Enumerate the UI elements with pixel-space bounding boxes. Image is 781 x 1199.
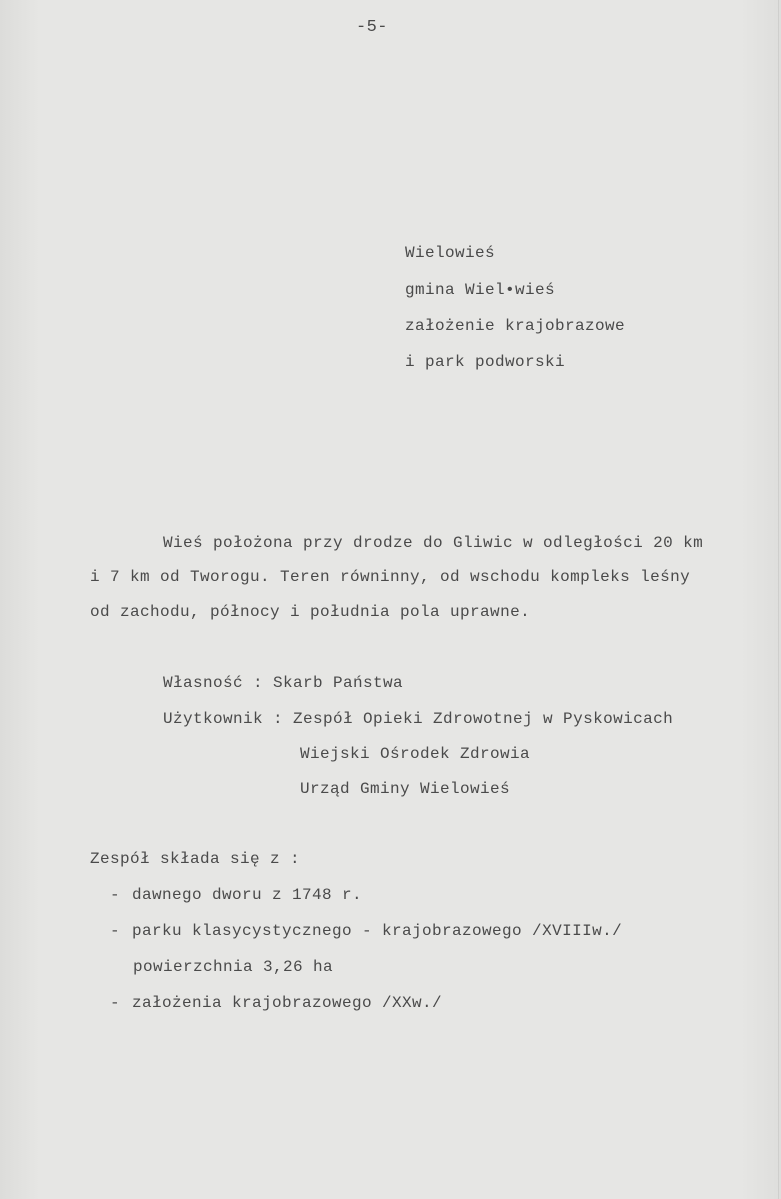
complex-item-park: [110, 922, 622, 940]
complex-item-text: dawnego dworu z 1748 r.: [132, 886, 363, 904]
heading-line-layout: założenie krajobrazowe: [405, 317, 626, 335]
heading-line-village: Wielowieś: [405, 244, 496, 262]
complex-item-landscape: [110, 994, 442, 1012]
list-dash: -: [110, 922, 121, 940]
complex-intro: Zespół składa się z :: [90, 850, 301, 868]
heading-line-commune: gmina Wiel•wieś: [405, 281, 556, 299]
user-line: Użytkownik : Zespół Opieki Zdrowotnej w Pyskowicach: [163, 710, 674, 728]
description-line-1: Wieś położona przy drodze do Gliwic w odległości 20 km: [163, 534, 704, 552]
page-number: -5-: [356, 18, 388, 37]
description-line-3: od zachodu, północy i południa pola uprawne.: [90, 603, 531, 621]
complex-item-park-area: powierzchnia 3,26 ha: [133, 958, 334, 976]
list-dash: -: [110, 886, 121, 904]
ownership-line: Własność : Skarb Państwa: [163, 674, 404, 692]
page-edge: [778, 0, 779, 1199]
user-line-3: Urząd Gminy Wielowieś: [300, 780, 511, 798]
complex-item-text: założenia krajobrazowego /XXw./: [132, 994, 443, 1012]
description-line-2: i 7 km od Tworogu. Teren równinny, od wschodu kompleks leśny: [90, 568, 691, 586]
user-line-2: Wiejski Ośrodek Zdrowia: [300, 745, 531, 763]
heading-line-park: i park podworski: [405, 353, 566, 371]
list-dash: -: [110, 994, 121, 1012]
complex-item-text: parku klasycystycznego - krajobrazowego /XVIIIw./: [132, 922, 623, 940]
complex-item-manor: [110, 886, 362, 904]
